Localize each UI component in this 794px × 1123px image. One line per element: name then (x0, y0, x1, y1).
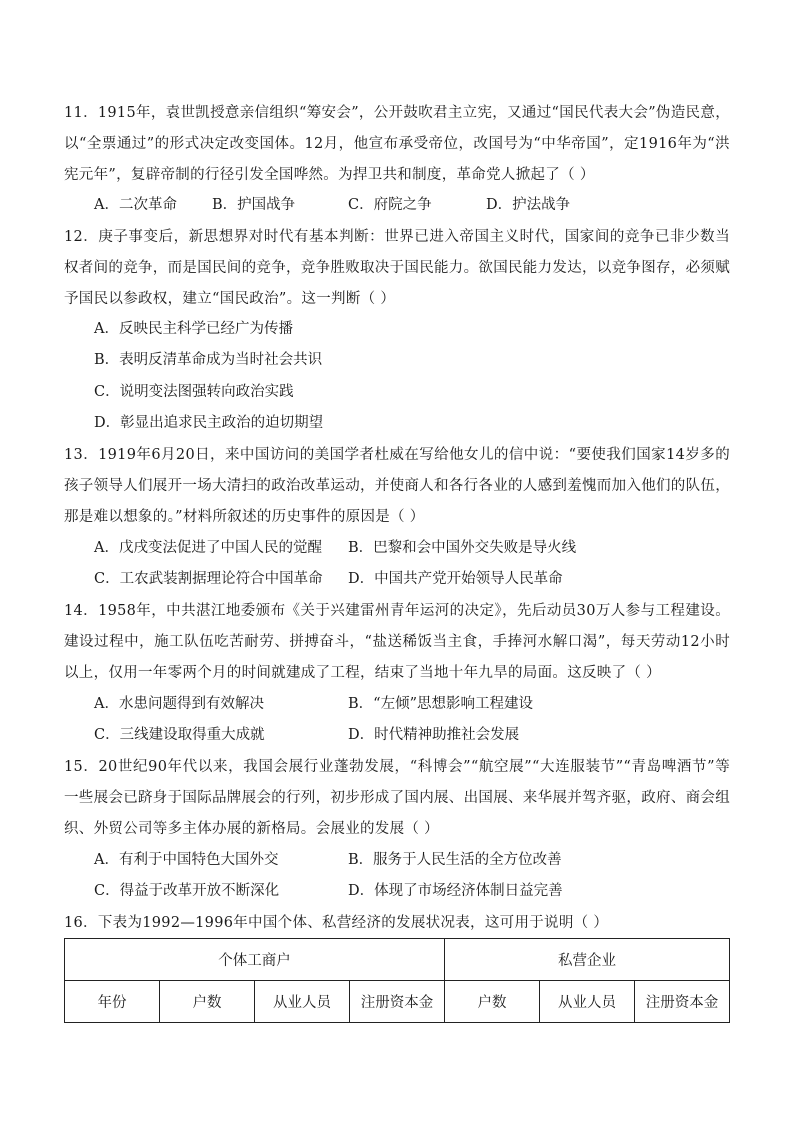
question-14-options-ab (94, 689, 734, 720)
table-header-cell: 注册资本金 (350, 981, 445, 1023)
q11-option-a[interactable]: A．二次革命 (94, 197, 177, 213)
q14-option-d[interactable]: D．时代精神助推社会发展 (348, 727, 520, 743)
question-15-stem: 15．20世纪90年代以来，我国会展行业蓬勃发展，“科博会”“航空展”“大连服装节”“青岛啤酒节”等一些展会已跻身于国际品牌展会的行列，初步形成了国内展、出国展、来华展并驾齐驱，政府、商会组织、外贸公司等多主体办展的新格局。会展业的发展（ ） (64, 759, 730, 837)
question-13-options-cd (94, 564, 734, 595)
q13-option-a[interactable]: A．戊戌变法促进了中国人民的觉醒 (94, 540, 322, 556)
question-13-options-ab (94, 533, 734, 564)
question-11-stem: 11．1915年，袁世凯授意亲信组织“筹安会”，公开鼓吹君主立宪，又通过“国民代表大会”伪造民意，以“全票通过”的形式决定改变国体。12月，他宣布承受帝位，改国号为“中华帝国”，定1916年为“洪宪元年”，复辟帝制的行径引发全国哗然。为捍卫共和制度，革命党人掀起了（ ） (64, 105, 730, 183)
q15-option-a[interactable]: A．有利于中国特色大国外交 (94, 852, 279, 868)
question-16-stem: 16．下表为1992—1996年中国个体、私营经济的发展状况表，这可用于说明（ ） (64, 915, 609, 931)
q13-option-c[interactable]: C．工农武装割据理论符合中国革命 (94, 571, 323, 587)
q12-option-b[interactable]: B．表明反清革命成为当时社会共识 (94, 352, 323, 368)
question-12-stem: 12．庚子事变后，新思想界对时代有基本判断：世界已进入帝国主义时代，国家间的竞争已非少数当权者间的竞争，而是国民间的竞争，竞争胜败取决于国民能力。欲国民能力发达，以竞争图存，必须赋予国民以参政权，建立“国民政治”。这一判断（ ） (64, 229, 730, 307)
economy-table (64, 938, 730, 1023)
q14-option-b[interactable]: B．“左倾”思想影响工程建设 (348, 696, 533, 712)
economy-table-wrapper (64, 938, 730, 1023)
q12-option-d[interactable]: D．彰显出追求民主政治的迫切期望 (94, 415, 324, 431)
table-group-individual: 个体工商户 (65, 939, 445, 981)
q14-option-a[interactable]: A．水患问题得到有效解决 (94, 696, 264, 712)
question-11-options (94, 190, 734, 221)
table-header-cell: 户数 (160, 981, 255, 1023)
table-header-row (65, 981, 730, 1023)
table-group-header-row (65, 939, 730, 981)
q15-option-b[interactable]: B．服务于人民生活的全方位改善 (348, 852, 562, 868)
q13-option-b[interactable]: B．巴黎和会中国外交失败是导火线 (348, 540, 577, 556)
question-14-stem: 14．1958年，中共湛江地委颁布《关于兴建雷州青年运河的决定》，先后动员30万人参与工程建设。建设过程中，施工队伍吃苦耐劳、拼搏奋斗，“盐送稀饭当主食，手捧河水解口渴”，每天劳动12小时以上，仅用一年零两个月的时间就建成了工程，结束了当地十年九旱的局面。这反映了（ ） (64, 603, 730, 681)
table-group-private: 私营企业 (445, 939, 730, 981)
q15-option-c[interactable]: C．得益于改革开放不断深化 (94, 883, 280, 899)
q11-option-b[interactable]: B．护国战争 (212, 197, 296, 213)
table-header-cell: 注册资本金 (635, 981, 730, 1023)
question-15-options-ab (94, 845, 734, 876)
question-15-options-cd (94, 876, 734, 907)
q13-option-d[interactable]: D．中国共产党开始领导人民革命 (348, 571, 563, 587)
q12-option-a[interactable]: A．反映民主科学已经广为传播 (94, 321, 293, 337)
table-header-cell: 从业人员 (540, 981, 635, 1023)
q11-option-d[interactable]: D．护法战争 (486, 197, 571, 213)
q15-option-d[interactable]: D．体现了市场经济体制日益完善 (348, 883, 563, 899)
q11-option-c[interactable]: C．府院之争 (348, 197, 432, 213)
table-header-cell: 年份 (65, 981, 160, 1023)
table-header-cell: 户数 (445, 981, 540, 1023)
table-header-cell: 从业人员 (255, 981, 350, 1023)
question-14-options-cd (94, 720, 734, 751)
q14-option-c[interactable]: C．三线建设取得重大成就 (94, 727, 265, 743)
q12-option-c[interactable]: C．说明变法图强转向政治实践 (94, 384, 294, 400)
question-13-stem: 13．1919年6月20日，来中国访问的美国学者杜威在写给他女儿的信中说：“要使我们国家14岁多的孩子领导人们展开一场大清扫的政治改革运动，并使商人和各行各业的人感到羞愧而加入他们的队伍，那是难以想象的。”材料所叙述的历史事件的原因是（ ） (64, 447, 730, 525)
